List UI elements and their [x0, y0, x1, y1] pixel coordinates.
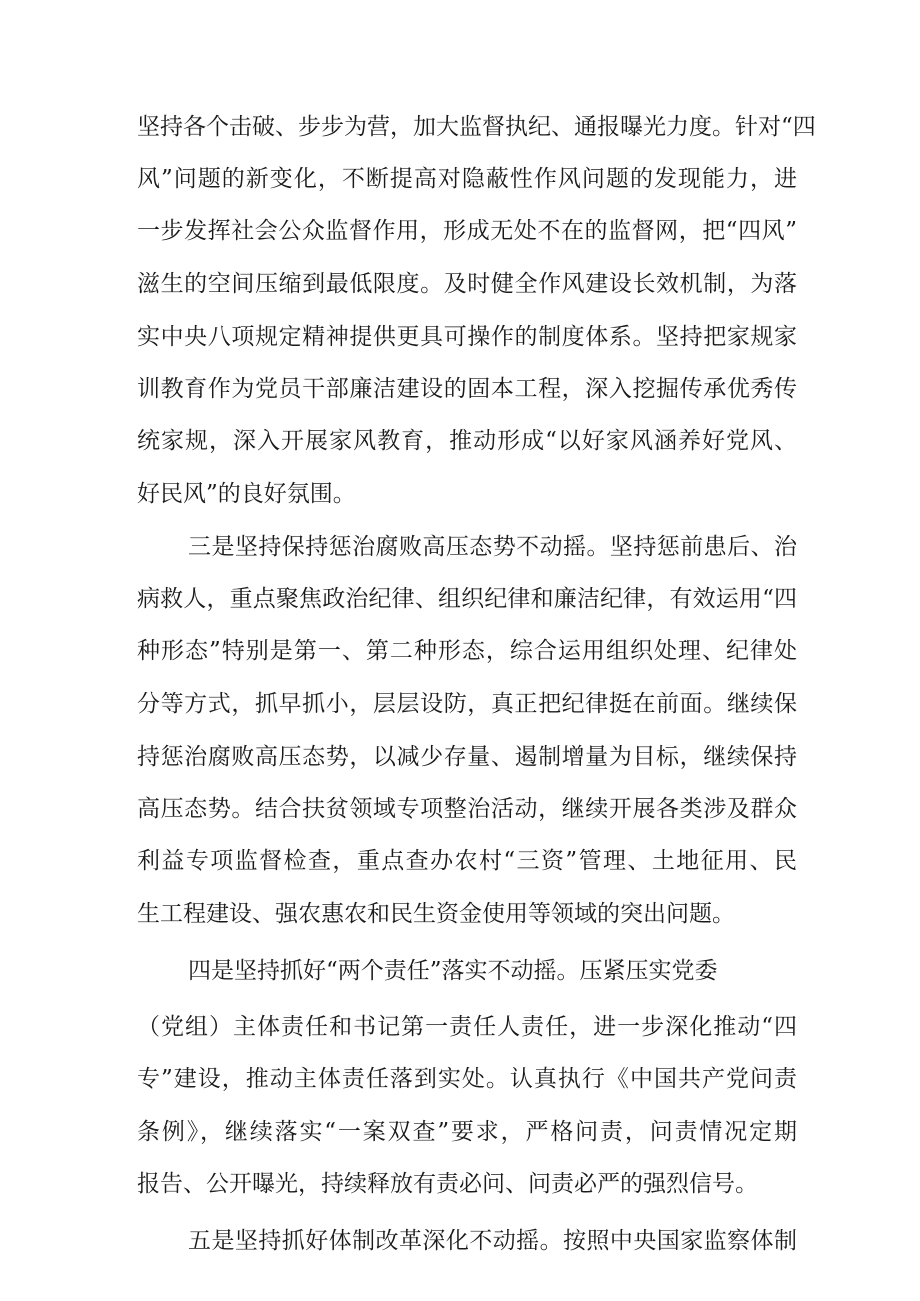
- text-line-20: 条例》，继续落实“一案双查”要求，严格问责，问责情况定期: [137, 1119, 797, 1145]
- text-line-6: 训教育作为党员干部廉洁建设的固本工程，深入挖掘传承优秀传: [137, 376, 797, 402]
- text-line-22: 五是坚持抓好体制改革深化不动摇。按照中央国家监察体制: [188, 1228, 797, 1254]
- text-line-1: 坚持各个击破、步步为营，加大监督执纪、通报曝光力度。针对“四: [137, 114, 816, 140]
- text-line-4: 滋生的空间压缩到最低限度。及时健全作风建设长效机制，为落: [137, 271, 797, 297]
- text-line-17: 四是坚持抓好“两个责任”落实不动摇。压紧压实党委: [188, 958, 718, 984]
- text-line-3: 一步发挥社会公众监督作用，形成无处不在的监督网，把“四风”: [137, 218, 797, 244]
- text-line-12: 分等方式，抓早抓小，层层设防，真正把纪律挺在前面。继续保: [137, 691, 797, 717]
- text-line-18: （党组）主体责任和书记第一责任人责任，进一步深化推动“四: [137, 1014, 797, 1040]
- text-line-5: 实中央八项规定精神提供更具可操作的制度体系。坚持把家规家: [137, 324, 797, 350]
- text-line-8: 好民风”的良好氛围。: [137, 481, 356, 507]
- text-line-14: 高压态势。结合扶贫领域专项整治活动，继续开展各类涉及群众: [137, 796, 797, 822]
- text-line-13: 持惩治腐败高压态势，以减少存量、遏制增量为目标，继续保持: [137, 744, 797, 770]
- text-line-15: 利益专项监督检查，重点查办农村“三资”管理、土地征用、民: [137, 848, 797, 874]
- text-line-10: 病救人，重点聚焦政治纪律、组织纪律和廉洁纪律，有效运用“四: [137, 586, 797, 612]
- text-line-9: 三是坚持保持惩治腐败高压态势不动摇。坚持惩前患后、治: [188, 534, 797, 560]
- text-line-21: 报告、公开曝光，持续释放有责必问、问责必严的强烈信号。: [137, 1171, 758, 1197]
- text-line-16: 生工程建设、强农惠农和民生资金使用等领域的突出问题。: [137, 901, 735, 927]
- text-line-11: 种形态”特别是第一、第二种形态，综合运用组织处理、纪律处: [137, 638, 797, 664]
- text-line-19: 专”建设，推动主体责任落到实处。认真执行《中国共产党问责: [137, 1066, 797, 1092]
- text-line-2: 风”问题的新变化，不断提高对隐蔽性作风问题的发现能力，进: [137, 166, 797, 192]
- text-line-7: 统家规，深入开展家风教育，推动形成“以好家风涵养好党风、: [137, 428, 797, 454]
